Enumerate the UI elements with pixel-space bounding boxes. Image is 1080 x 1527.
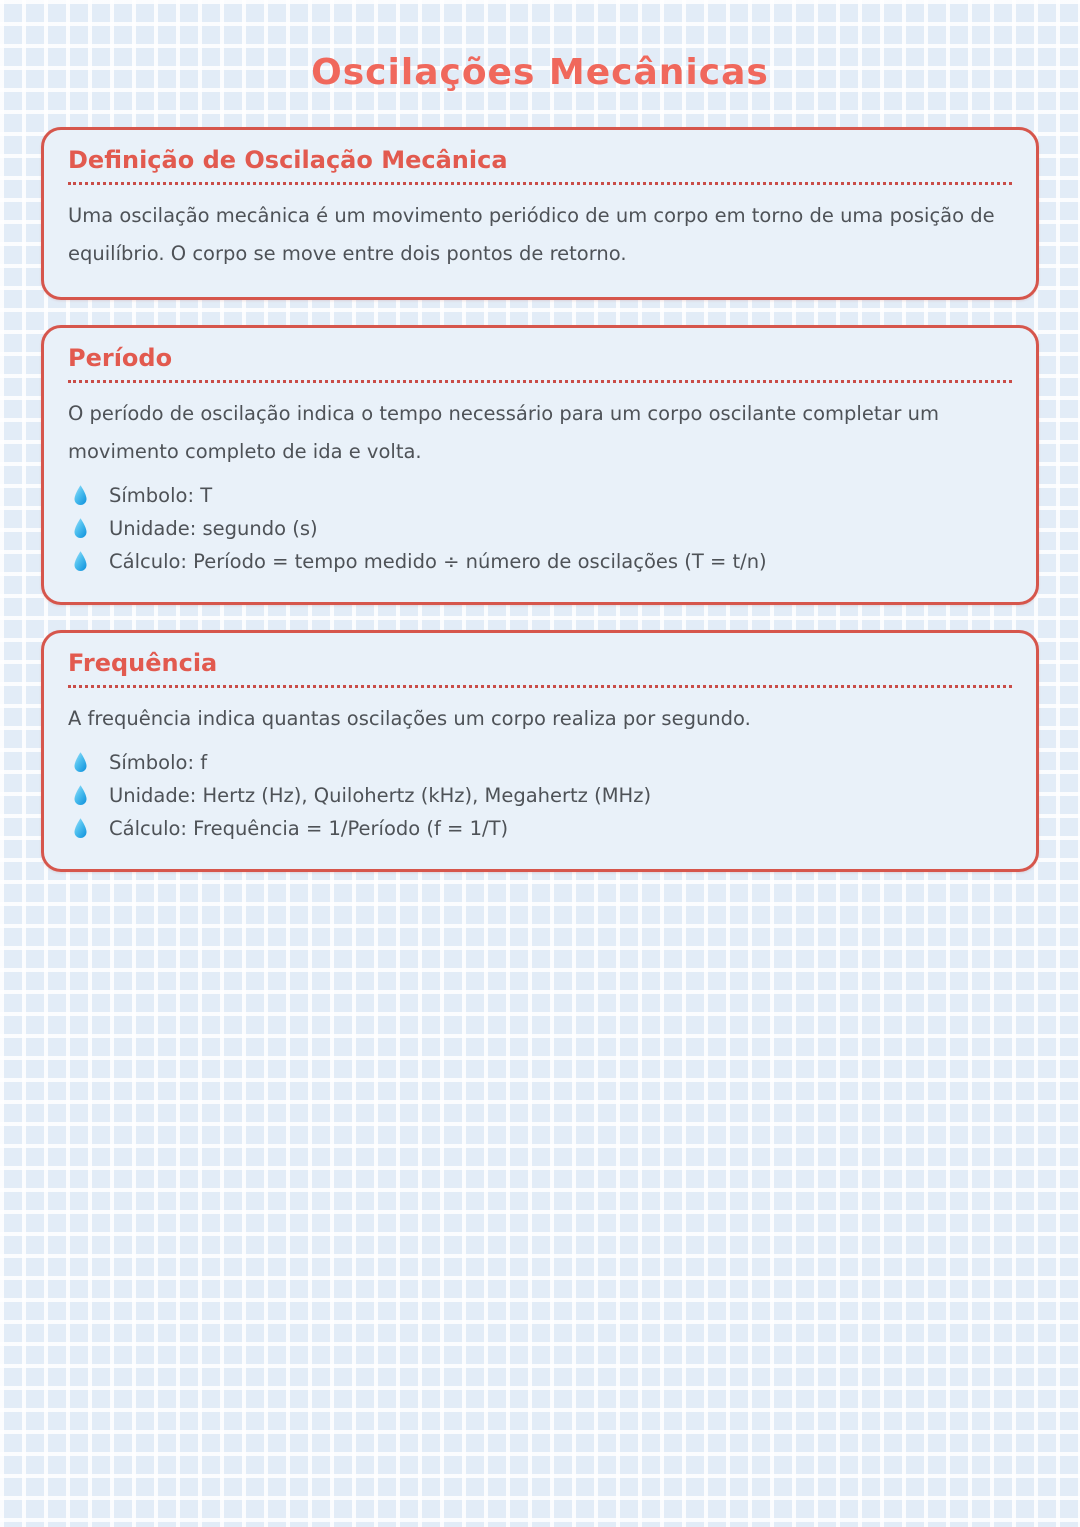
list-item (68, 812, 1012, 845)
bullet-list (68, 746, 1012, 845)
card-definicao-oscilacao (41, 127, 1039, 300)
bullet-text: Cálculo: Frequência = 1/Período (f = 1/T) (109, 817, 509, 840)
water-drop-icon (72, 784, 89, 807)
section-paragraph: Uma oscilação mecânica é um movimento periódico de um corpo em torno de uma posição de equilíbrio. O corpo se move entre dois pontos de retorno. (68, 204, 995, 265)
bullet-text: Símbolo: T (109, 484, 213, 507)
bullet-list (68, 479, 1012, 578)
section-paragraph: A frequência indica quantas oscilações um corpo realiza por segundo. (68, 707, 751, 730)
list-item (68, 479, 1012, 512)
card-periodo (41, 325, 1039, 605)
list-item (68, 512, 1012, 545)
list-item (68, 746, 1012, 779)
bullet-text: Símbolo: f (109, 751, 208, 774)
section-title: Definição de Oscilação Mecânica (68, 146, 1012, 185)
water-drop-icon (72, 751, 89, 774)
bullet-text: Cálculo: Período = tempo medido ÷ número de oscilações (T = t/n) (109, 550, 767, 573)
water-drop-icon (72, 517, 89, 540)
cards-container (0, 127, 1080, 872)
bullet-text: Unidade: Hertz (Hz), Quilohertz (kHz), Megahertz (MHz) (109, 784, 652, 807)
page-title: Oscilações Mecânicas (311, 52, 769, 93)
section-paragraph: O período de oscilação indica o tempo necessário para um corpo oscilante completar um movimento completo de ida e volta. (68, 402, 940, 463)
list-item (68, 545, 1012, 578)
list-item (68, 779, 1012, 812)
section-title: Período (68, 344, 1012, 383)
bullet-text: Unidade: segundo (s) (109, 517, 318, 540)
water-drop-icon (72, 484, 89, 507)
water-drop-icon (72, 817, 89, 840)
water-drop-icon (72, 550, 89, 573)
section-title: Frequência (68, 649, 1012, 688)
card-frequencia (41, 630, 1039, 872)
